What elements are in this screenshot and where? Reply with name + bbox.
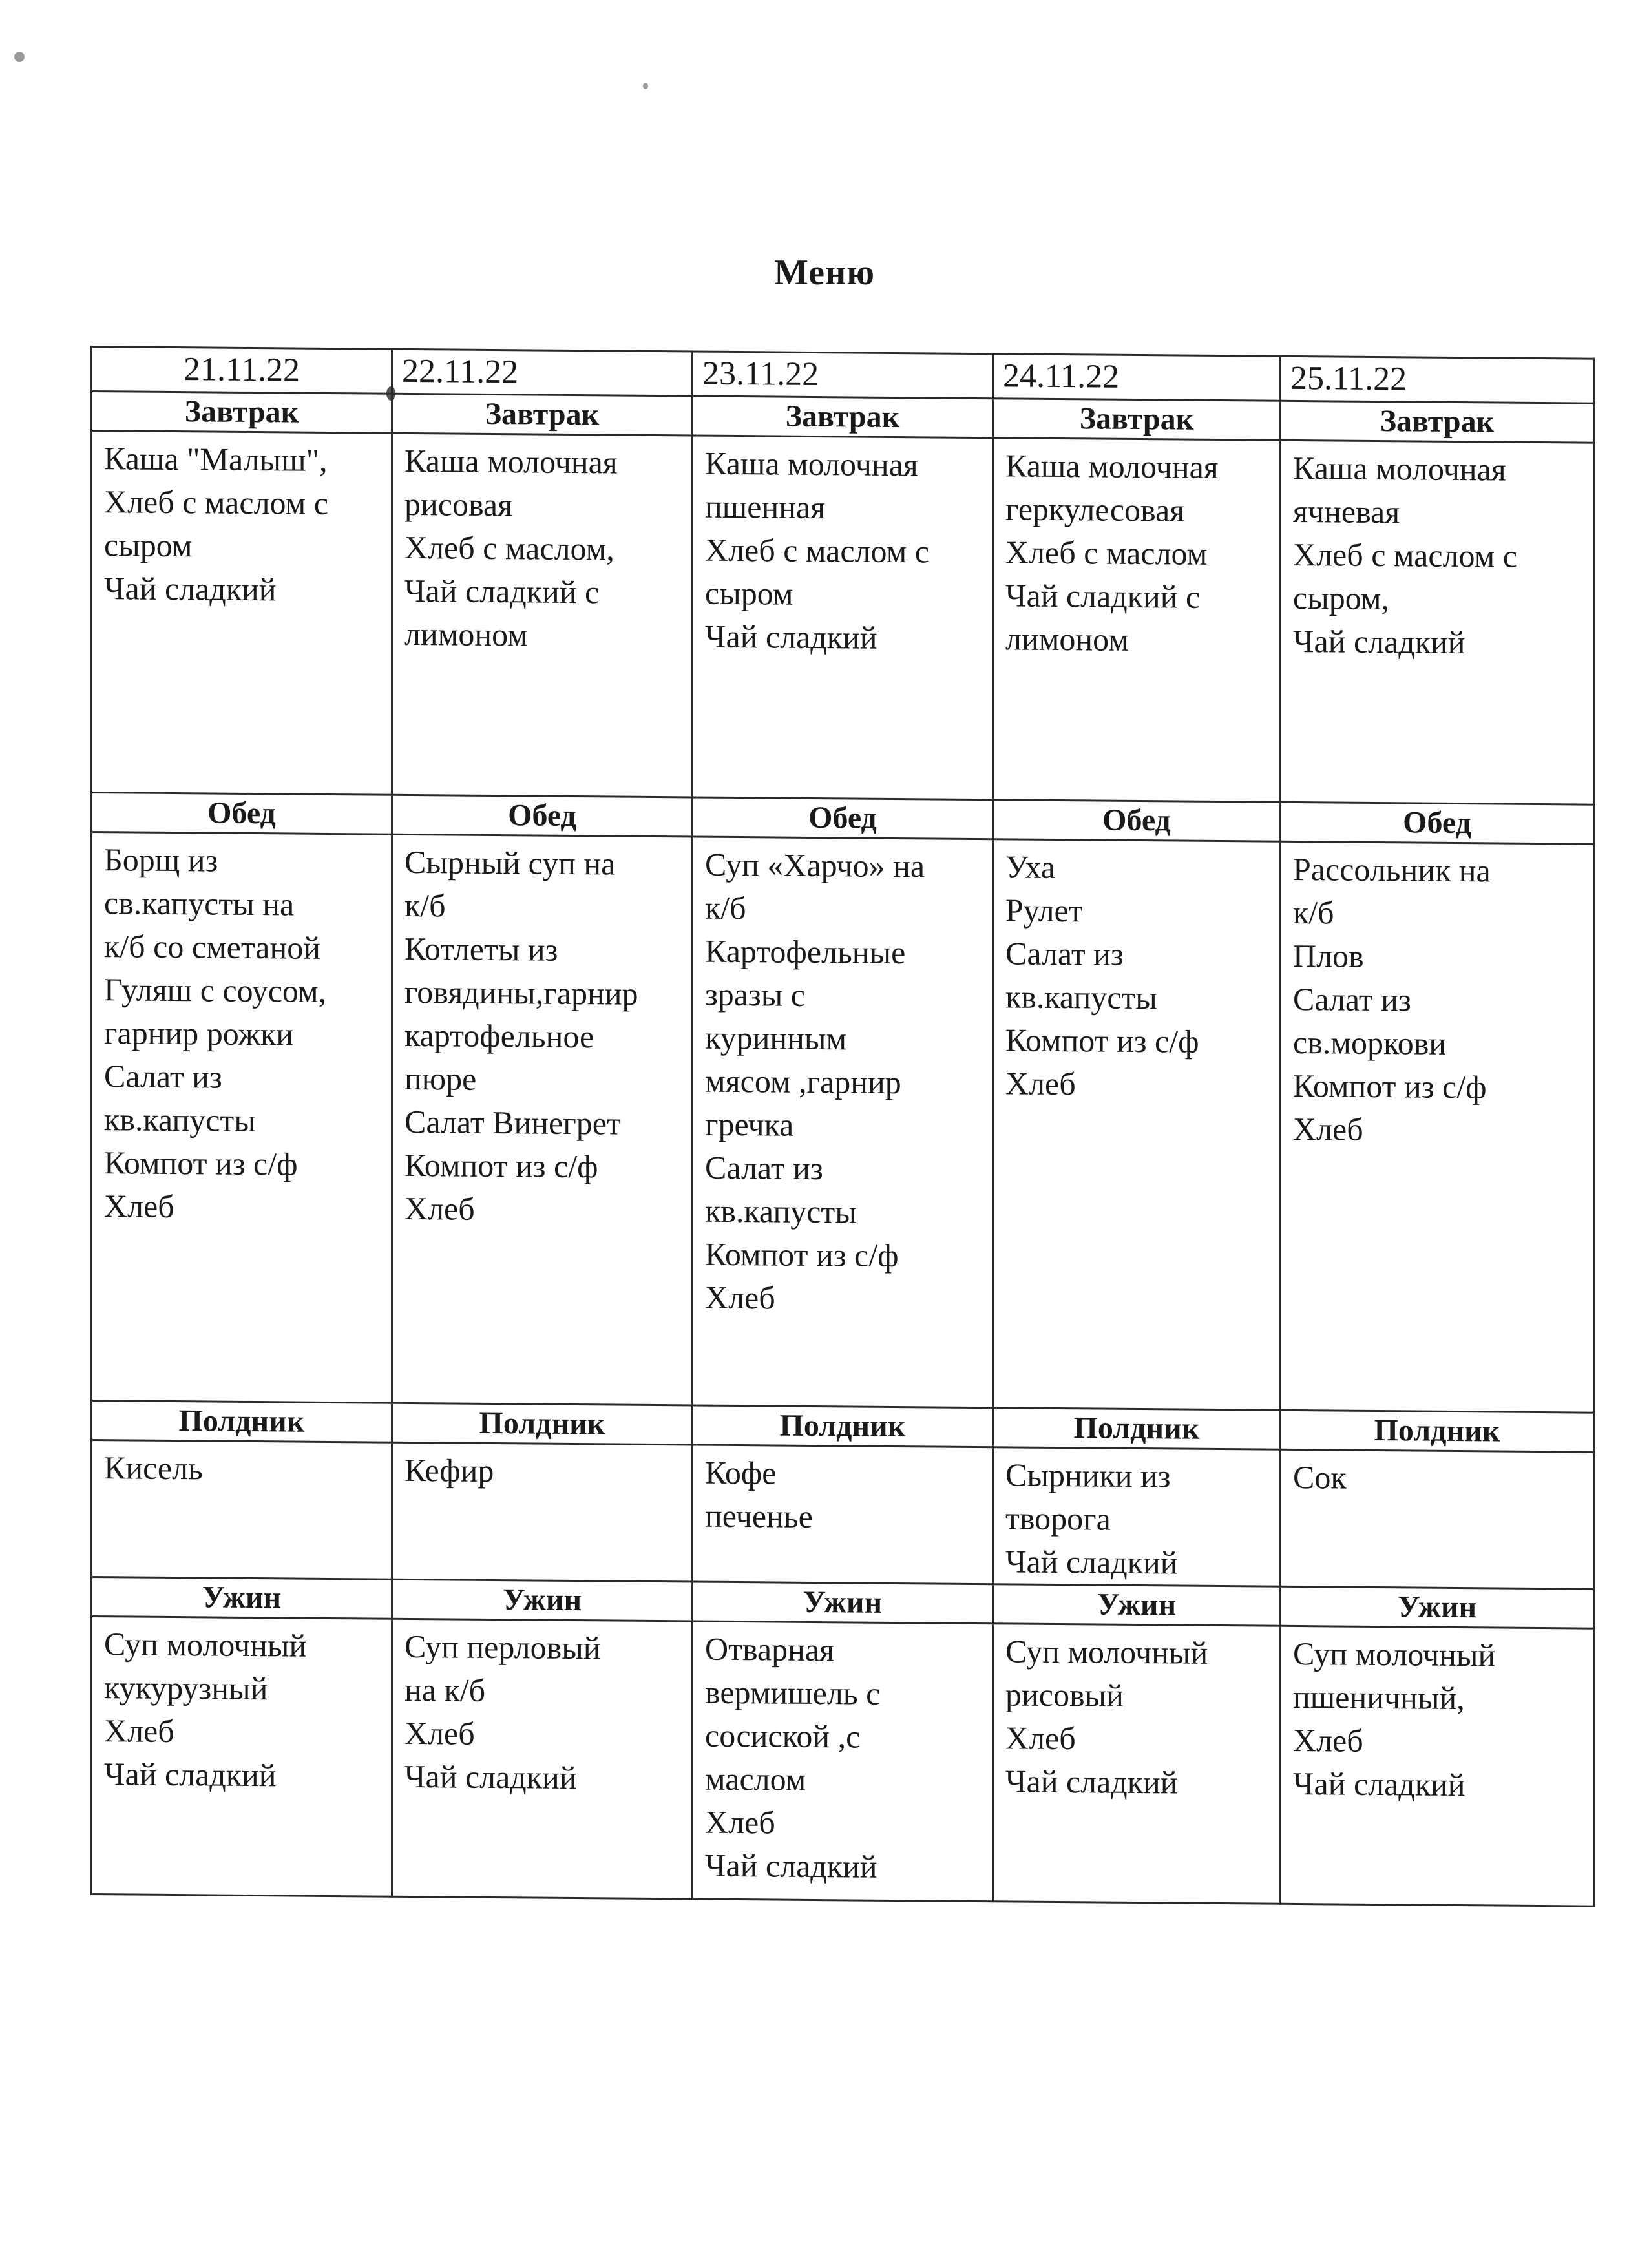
dish-item: печенье bbox=[705, 1497, 813, 1535]
dish-item: маслом bbox=[705, 1760, 806, 1798]
meal-label: Ужин bbox=[392, 1579, 693, 1621]
meal-label: Ужин bbox=[1281, 1586, 1594, 1628]
dish-item: Хлеб bbox=[104, 1712, 174, 1750]
dish-item: зразы с bbox=[705, 976, 805, 1013]
dish-item: к/б со сметаной bbox=[104, 928, 321, 966]
dish-item: гречка bbox=[705, 1106, 794, 1143]
meal-label: Обед bbox=[993, 800, 1281, 842]
dish-cell bbox=[993, 438, 1281, 803]
dish-cell bbox=[693, 1621, 993, 1902]
dish-item: гарнир рожки bbox=[104, 1014, 294, 1053]
dish-item: Каша молочная bbox=[705, 445, 918, 483]
dish-item: Хлеб bbox=[1005, 1065, 1076, 1102]
meal-label: Полдник bbox=[92, 1401, 392, 1443]
dish-item: пюре bbox=[404, 1060, 477, 1097]
dish-cell bbox=[92, 832, 392, 1403]
meal-label: Завтрак bbox=[92, 392, 392, 434]
dish-cell bbox=[993, 1447, 1281, 1587]
scan-speck bbox=[643, 83, 648, 89]
dish-item: Чай сладкий bbox=[705, 618, 877, 656]
dish-item: Сырники из bbox=[1005, 1456, 1171, 1495]
dish-cell bbox=[1281, 841, 1594, 1412]
dish-item: куринным bbox=[705, 1019, 847, 1057]
dish-item: Суп молочный bbox=[1293, 1635, 1496, 1674]
meal-label: Завтрак bbox=[693, 396, 993, 438]
page-title: Меню bbox=[773, 253, 876, 293]
dish-item: Каша молочная bbox=[1293, 449, 1506, 488]
dish-item: на к/б bbox=[404, 1671, 486, 1708]
dish-item: Борщ из bbox=[104, 841, 218, 879]
date-cell: 24.11.22 bbox=[993, 354, 1281, 401]
dish-cell bbox=[92, 1617, 392, 1897]
meal-label: Ужин bbox=[993, 1584, 1281, 1626]
dish-item: Компот из с/ф bbox=[705, 1235, 899, 1274]
dish-item: Хлеб bbox=[705, 1803, 775, 1841]
dish-item: Чай сладкий bbox=[104, 570, 277, 608]
dish-item: Хлеб с маслом с bbox=[1293, 536, 1517, 574]
meal-label: Обед bbox=[392, 795, 693, 837]
dish-item: творога bbox=[1005, 1500, 1111, 1537]
dish-item: Сок bbox=[1293, 1458, 1347, 1496]
meal-label: Ужин bbox=[92, 1577, 392, 1619]
menu-table bbox=[90, 346, 1595, 1907]
dish-item: Отварная bbox=[705, 1630, 835, 1668]
dish-item: Плов bbox=[1293, 937, 1364, 974]
date-cell: 23.11.22 bbox=[693, 352, 993, 399]
dish-item: мясом ,гарнир bbox=[705, 1062, 901, 1101]
dish-item: Салат из bbox=[1293, 980, 1411, 1018]
meal-label: Обед bbox=[693, 797, 993, 839]
dish-item: Хлеб с маслом с bbox=[705, 531, 929, 570]
dish-item: Чай сладкий bbox=[1005, 1763, 1178, 1801]
dish-item: Чай сладкий bbox=[1293, 622, 1465, 661]
dish-item: Хлеб bbox=[104, 1188, 174, 1225]
dish-item: Котлеты из bbox=[404, 930, 558, 968]
dish-cell bbox=[993, 1624, 1281, 1904]
dish-cell bbox=[392, 433, 693, 797]
dish-item: пшенная bbox=[705, 488, 826, 526]
dish-item: Кофе bbox=[705, 1454, 777, 1491]
dish-cell bbox=[1281, 1626, 1594, 1906]
dish-item: картофельное bbox=[404, 1016, 594, 1055]
dish-item: Хлеб bbox=[1005, 1719, 1076, 1757]
dish-item: Чай сладкий bbox=[1005, 1543, 1178, 1581]
dish-item: Хлеб с маслом, bbox=[404, 529, 614, 567]
dish-item: Кефир bbox=[404, 1451, 494, 1489]
dish-item: Компот из с/ф bbox=[404, 1146, 598, 1185]
dish-cell bbox=[1281, 1449, 1594, 1589]
dish-item: говядины,гарнир bbox=[404, 973, 638, 1012]
dish-item: Чай сладкий bbox=[1293, 1765, 1465, 1803]
dish-item: кв.капусты bbox=[1005, 978, 1157, 1016]
dish-item: Хлеб bbox=[1293, 1110, 1363, 1148]
dish-item: Рулет bbox=[1005, 892, 1083, 929]
dish-item: Салат Винегрет bbox=[404, 1103, 621, 1142]
dish-item: сыром bbox=[705, 574, 793, 612]
dish-cell bbox=[92, 431, 392, 795]
meal-label: Полдник bbox=[693, 1405, 993, 1447]
dish-item: Чай сладкий с bbox=[404, 572, 600, 611]
dish-item: Картофельные bbox=[705, 932, 906, 971]
date-cell: 25.11.22 bbox=[1281, 356, 1594, 403]
dish-item: к/б bbox=[1293, 894, 1334, 931]
dish-item: Салат из bbox=[1005, 935, 1124, 972]
dish-item: Чай сладкий bbox=[404, 1758, 577, 1796]
dish-item: лимоном bbox=[404, 615, 528, 653]
dish-item: пшеничный, bbox=[1293, 1678, 1465, 1717]
dish-item: к/б bbox=[404, 887, 446, 924]
dish-item: Каша молочная bbox=[1005, 447, 1219, 486]
dish-item: Хлеб bbox=[705, 1279, 775, 1316]
dish-item: св.капусты на bbox=[104, 885, 295, 923]
dish-item: Компот из с/ф bbox=[1293, 1067, 1487, 1106]
meal-label: Полдник bbox=[993, 1408, 1281, 1450]
breakfast-dishes-row bbox=[92, 431, 1594, 805]
dish-item: Рассольник на bbox=[1293, 850, 1491, 889]
dish-item: лимоном bbox=[1005, 620, 1129, 658]
dish-cell bbox=[392, 1442, 693, 1582]
dish-item: Каша "Малыш", bbox=[104, 440, 328, 478]
dish-item: Хлеб bbox=[1293, 1721, 1363, 1759]
meal-label: Завтрак bbox=[993, 399, 1281, 441]
dish-item: Хлеб с маслом с bbox=[104, 483, 328, 521]
dish-item: св.моркови bbox=[1293, 1024, 1447, 1062]
dish-item: Суп молочный bbox=[1005, 1633, 1208, 1671]
dish-cell bbox=[1281, 440, 1594, 804]
dish-item: Компот из с/ф bbox=[104, 1144, 298, 1182]
dish-item: Гуляш с соусом, bbox=[104, 971, 327, 1009]
dish-item: Суп молочный bbox=[104, 1626, 307, 1664]
dish-item: ячневая bbox=[1293, 492, 1400, 530]
dish-item: Хлеб bbox=[404, 1714, 475, 1752]
dish-item: Суп «Харчо» на bbox=[705, 846, 925, 885]
meal-label: Полдник bbox=[1281, 1410, 1594, 1452]
meal-label: Обед bbox=[1281, 802, 1594, 844]
dish-item: сыром, bbox=[1293, 579, 1389, 617]
lunch-dishes-row bbox=[92, 832, 1594, 1413]
meal-label: Полдник bbox=[392, 1403, 693, 1445]
dish-item: кукурузный bbox=[104, 1669, 268, 1707]
dish-item: Чай сладкий bbox=[705, 1847, 877, 1885]
dish-item: вермишель с bbox=[705, 1674, 881, 1712]
dish-item: Хлеб с маслом bbox=[1005, 534, 1208, 572]
dish-item: Каша молочная bbox=[404, 442, 618, 481]
dish-item: рисовая bbox=[404, 485, 513, 523]
dish-item: кв.капусты bbox=[705, 1192, 857, 1230]
dish-item: Чай сладкий с bbox=[1005, 577, 1201, 615]
dish-item: Хлеб bbox=[404, 1190, 475, 1227]
scan-speck bbox=[14, 52, 25, 62]
dish-item: Салат из bbox=[104, 1058, 222, 1095]
date-cell: 22.11.22 bbox=[392, 349, 693, 396]
dish-item: сосиской ,с bbox=[705, 1717, 861, 1755]
meal-label: Обед bbox=[92, 793, 392, 835]
dish-item: Компот из с/ф bbox=[1005, 1022, 1199, 1060]
dish-item: Чай сладкий bbox=[104, 1756, 277, 1794]
dish-item: кв.капусты bbox=[104, 1101, 256, 1139]
dinner-dishes-row bbox=[92, 1617, 1594, 1907]
dish-cell bbox=[392, 834, 693, 1405]
dish-cell bbox=[693, 436, 993, 800]
dish-item: сыром bbox=[104, 527, 193, 564]
dish-cell bbox=[693, 837, 993, 1408]
dish-cell bbox=[392, 1619, 693, 1899]
dish-cell bbox=[693, 1445, 993, 1584]
dish-item: Кисель bbox=[104, 1449, 203, 1487]
dish-item: геркулесовая bbox=[1005, 490, 1185, 529]
dish-item: Сырный суп на bbox=[404, 843, 616, 882]
dish-item: рисовый bbox=[1005, 1676, 1124, 1714]
dish-cell bbox=[92, 1440, 392, 1580]
snack-dishes-row bbox=[92, 1440, 1594, 1590]
dish-cell bbox=[993, 839, 1281, 1411]
dish-item: Уха bbox=[1005, 848, 1055, 885]
meal-label: Завтрак bbox=[1281, 401, 1594, 443]
dish-item: Салат из bbox=[705, 1149, 823, 1187]
meal-label: Ужин bbox=[693, 1582, 993, 1624]
dish-item: к/б bbox=[705, 889, 746, 927]
meal-label: Завтрак bbox=[392, 394, 693, 436]
date-cell: 21.11.22 bbox=[92, 347, 392, 394]
dish-item: Суп перловый bbox=[404, 1628, 601, 1666]
